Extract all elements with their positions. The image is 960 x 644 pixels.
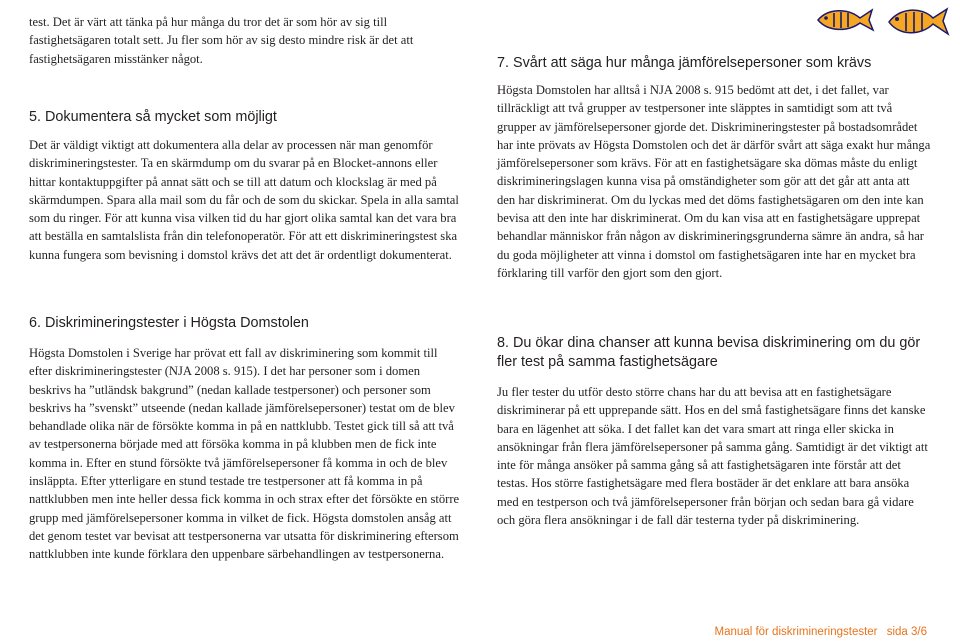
section-8 (497, 334, 931, 529)
fish-icon (814, 6, 876, 34)
section-5-body: Det är väldigt viktigt att dokumentera alla delar av processen när man genomför diskrimineringstester. Ta en skärmdump om du svarar på en Blocket-annons eller hittar kontaktuppgifter på annat sätt och se till att datum och klockslag är med på skärmdumpen. Spara alla mail som du får och de som du skickar. Spela in alla samtal som du ringer. För att kunna visa vilken tid du har gjort olika samtal kan det vara bra att beställa en samtalslista från din telefonoperatör. För att ett diskrimineringstest ska kunna fungera som bevisning i domstol krävs det att det är ordentligt dokumenterat. (29, 138, 459, 262)
page-footer (715, 626, 927, 638)
section-7 (497, 54, 931, 282)
section-7-body: Högsta Domstolen har alltså i NJA 2008 s. 915 bedömt att det, i det fallet, var tillräckligt att två grupper av testpersoner inte släpptes in samtidigt som att två grupper av jämförelsepersoner gjorde det. Diskrimineringstester på bostadsområdet har inte prövats av Högsta Domstolen och det är därför svårt att säga exakt hur många jämförelsepersoner som krävs. För att en fastighetsägare ska dömas måste du enligt diskrimineringslagen kunna visa på omständigheter som gör att det går att anta att den har diskriminerat. Om du lyckas med det döms fastighetsägaren om den inte kan bevisa att den inte har diskriminerat. Om du kan visa att en fastighetsägare upprepat behandlar människor från någon av diskrimineringsgrunderna sämre än andra, så har du goda möjligheter att vinna i domstol om fastighetsägaren inte har en mycket bra förklaring till varför den gjort som den gjort. (497, 83, 931, 280)
fish-icon (885, 4, 951, 38)
section-6-heading: 6. Diskrimineringstester i Högsta Domstolen (29, 315, 309, 331)
section-8-heading: 8. Du ökar dina chanser att kunna bevisa diskriminering om du gör fler test på samma fastighetsägare (497, 335, 921, 370)
section-7-heading: 7. Svårt att säga hur många jämförelsepersoner som krävs (497, 55, 872, 71)
section-5-heading: 5. Dokumentera så mycket som möjligt (29, 109, 277, 125)
footer-page-number: sida 3/6 (886, 626, 927, 638)
section-5 (29, 108, 461, 264)
section-6-body: Högsta Domstolen i Sverige har prövat ett fall av diskriminering som kommit till efter diskrimineringstester (NJA 2008 s. 915). I det har personer som i domen beskrivs ha ”utländsk bakgrund” (nedan kallade testpersoner) och personer som beskrivs ha ”svenskt” utseende (nedan kallade jämförelsepersoner) testat om de blev behandlade olika när de försökte komma in på en nattklubb. Testet gick till så att två av testpersonerna började med att försöka komma in på klubben men de fick inte komma in. Efter en stund försökte två jämförelsepersoner få komma in och de blev insläppta. Efter ytterligare en stund testade tre testpersoner att få komma in på nattklubben men inte heller dessa fick komma in och strax efter det försökte en större grupp med jämförelsepersoner komma in vilket de fick. Högsta domstolen ansåg att det genom testet var bevisat att testpersonerna var utsatta för diskriminering eftersom nattklubben inte kunde förklara den uppenbare särbehandlingen av testpersonerna. (29, 346, 460, 562)
section-8-body: Ju fler tester du utför desto större chans har du att bevisa att en fastighetsägare diskriminerar på ett upprepande sätt. Hos en del små fastighetsägare finns det kanske bara en lägenhet att söka. I det fallet kan det vara smart att ringa eller skicka in ansökningar från flera jämförelsepersoner på samma gång. Samtidigt är det viktigt att inte för många ansöker på samma gång så att fastighetsägaren inte förstår att det testas. Hos större fastighetsägare med flera bostäder är det enklare att bara ansöka med en testperson och två jämförelsepersoner från början och sedan bara gå vidare och göra flera ansökningar i de fall där testerna tyder på diskriminering. (497, 385, 928, 528)
footer-title: Manual för diskrimineringstester (714, 626, 878, 638)
section-6 (29, 314, 461, 564)
intro-paragraph: test. Det är värt att tänka på hur många du tror det är som hör av sig till fastighetsägaren totalt sett. Ju fler som hör av sig desto mindre risk är det att fastighetsägaren misstänker något. (29, 15, 414, 66)
left-column (29, 13, 461, 68)
